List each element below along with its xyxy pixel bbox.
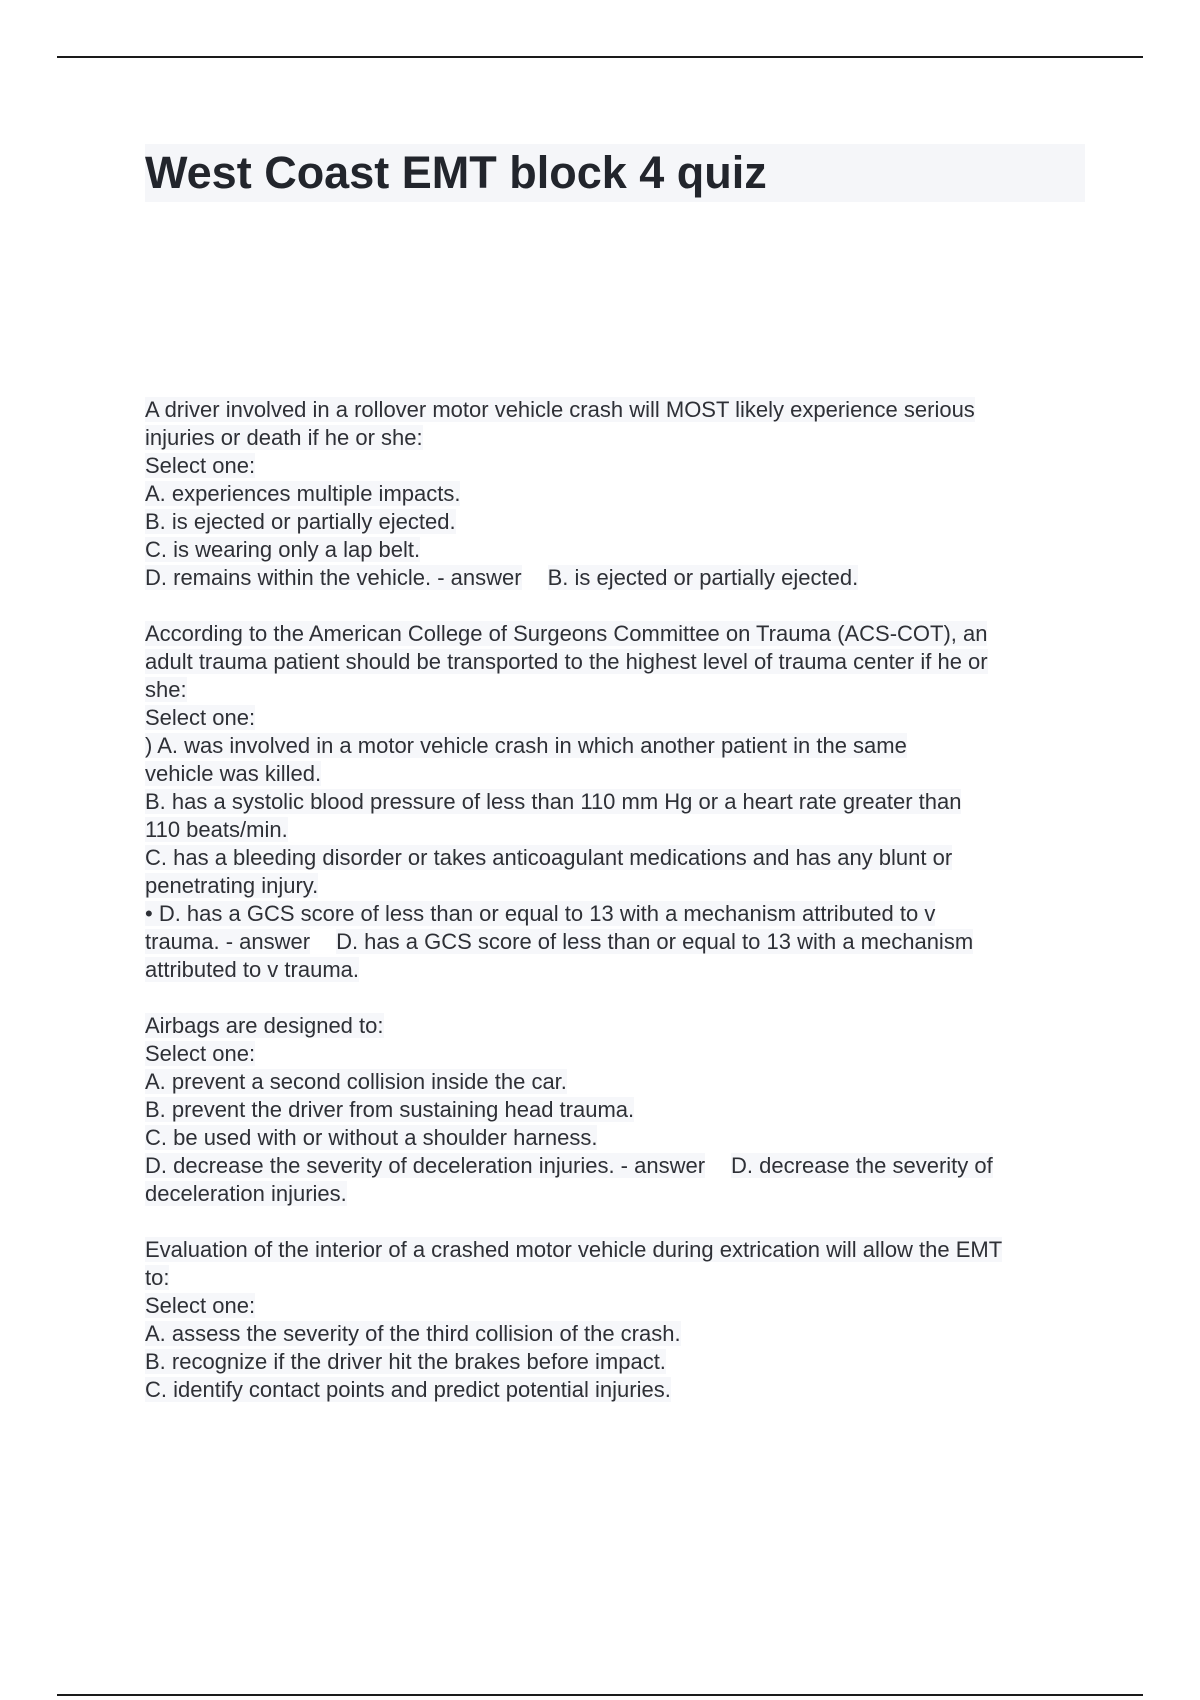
question-2-select-prompt: Select one: xyxy=(145,705,256,730)
question-2-text-line-3: she: xyxy=(145,677,187,702)
question-2-option-c-line-2: penetrating injury. xyxy=(145,873,319,898)
question-2-text-line-2: adult trauma patient should be transported to the highest level of trauma center if he or xyxy=(145,649,988,674)
question-4-select-prompt: Select one: xyxy=(145,1293,256,1318)
question-4-option-a: A. assess the severity of the third collision of the crash. xyxy=(145,1321,681,1346)
question-1-text-line-2: injuries or death if he or she: xyxy=(145,425,423,450)
question-3-answer-continued: deceleration injuries. xyxy=(145,1181,347,1206)
question-1-option-d-with-answer: D. remains within the vehicle. - answer B. is ejected or partially ejected. xyxy=(145,565,859,590)
question-4-text-line-2: to: xyxy=(145,1265,170,1290)
document-title: West Coast EMT block 4 quiz xyxy=(145,144,1085,202)
question-2-option-d-with-answer: trauma. - answer D. has a GCS score of less than or equal to 13 with a mechanism xyxy=(145,929,974,954)
question-2-option-a-line-1: ) A. was involved in a motor vehicle crash in which another patient in the same xyxy=(145,733,907,758)
top-rule xyxy=(57,56,1143,58)
question-4-option-b: B. recognize if the driver hit the brakes before impact. xyxy=(145,1349,666,1374)
question-1-option-b: B. is ejected or partially ejected. xyxy=(145,509,456,534)
question-4-option-c: C. identify contact points and predict potential injuries. xyxy=(145,1377,671,1402)
quiz-content xyxy=(145,396,1095,1432)
question-block-4 xyxy=(145,1236,1095,1404)
bottom-rule xyxy=(57,1694,1143,1696)
question-2-answer: D. has a GCS score of less than or equal to 13 with a mechanism xyxy=(336,929,974,954)
question-4-text-line-1: Evaluation of the interior of a crashed motor vehicle during extrication will allow the EMT xyxy=(145,1237,1003,1262)
question-2-option-b-line-2: 110 beats/min. xyxy=(145,817,288,842)
question-2-option-c-line-1: C. has a bleeding disorder or takes anticoagulant medications and has any blunt or xyxy=(145,845,953,870)
question-3-select-prompt: Select one: xyxy=(145,1041,256,1066)
question-2-answer-continued: attributed to v trauma. xyxy=(145,957,359,982)
question-2-option-d-line-1: • D. has a GCS score of less than or equal to 13 with a mechanism attributed to v xyxy=(145,901,936,926)
question-3-option-c: C. be used with or without a shoulder harness. xyxy=(145,1125,598,1150)
question-3-answer: D. decrease the severity of xyxy=(731,1153,993,1178)
question-1-answer: B. is ejected or partially ejected. xyxy=(547,565,859,590)
question-3-option-b: B. prevent the driver from sustaining head trauma. xyxy=(145,1097,635,1122)
question-3-option-d-with-answer: D. decrease the severity of deceleration injuries. - answer D. decrease the severity of xyxy=(145,1153,993,1178)
question-1-text-line-1: A driver involved in a rollover motor vehicle crash will MOST likely experience serious xyxy=(145,397,975,422)
question-block-2 xyxy=(145,620,1095,984)
question-1-select-prompt: Select one: xyxy=(145,453,256,478)
question-2-option-b-line-1: B. has a systolic blood pressure of less than 110 mm Hg or a heart rate greater than xyxy=(145,789,962,814)
question-3-option-a: A. prevent a second collision inside the car. xyxy=(145,1069,567,1094)
question-2-option-a-line-2: vehicle was killed. xyxy=(145,761,322,786)
question-block-1 xyxy=(145,396,1095,592)
question-3-text-line-1: Airbags are designed to: xyxy=(145,1013,384,1038)
question-1-option-c: C. is wearing only a lap belt. xyxy=(145,537,421,562)
question-2-text-line-1: According to the American College of Surgeons Committee on Trauma (ACS-COT), an xyxy=(145,621,988,646)
question-1-option-a: A. experiences multiple impacts. xyxy=(145,481,461,506)
question-block-3 xyxy=(145,1012,1095,1208)
